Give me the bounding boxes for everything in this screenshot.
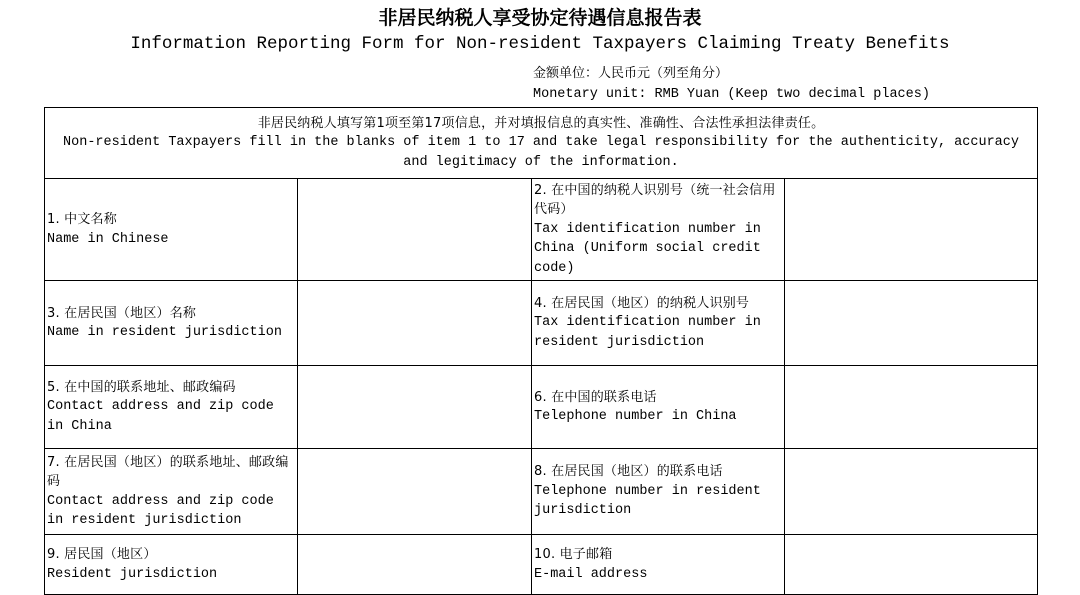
field-telephone-china[interactable] xyxy=(785,366,1038,449)
info-report-table xyxy=(44,107,1038,595)
label-english: Tax identification number in China (Uniform social credit code) xyxy=(534,221,761,276)
notice-cell xyxy=(45,108,1038,179)
label-chinese: 10. 电子邮箱 xyxy=(534,547,613,562)
label-english: Telephone number in resident jurisdiction xyxy=(534,483,761,519)
label-resident-jurisdiction xyxy=(45,535,298,595)
form-title-english: Information Reporting Form for Non-resident Taxpayers Claiming Treaty Benefits xyxy=(130,34,950,54)
label-tax-id-resident-jurisdiction xyxy=(532,281,785,366)
label-telephone-china xyxy=(532,366,785,449)
table-row xyxy=(45,535,1038,595)
field-resident-jurisdiction[interactable] xyxy=(298,535,532,595)
field-address-china[interactable] xyxy=(298,366,532,449)
label-tax-id-china xyxy=(532,179,785,281)
label-english: Resident jurisdiction xyxy=(47,566,218,582)
label-english: Contact address and zip code in resident jurisdiction xyxy=(47,493,274,528)
monetary-unit-chinese: 金额单位：人民币元（列至角分） xyxy=(533,66,729,81)
monetary-unit-english: Monetary unit: RMB Yuan (Keep two decimal places) xyxy=(533,87,930,102)
label-chinese: 3. 在居民国（地区）名称 xyxy=(47,305,197,321)
label-english: Contact address and zip code in China xyxy=(47,399,274,434)
label-chinese: 5. 在中国的联系地址、邮政编码 xyxy=(47,379,236,395)
label-english: Telephone number in China xyxy=(534,409,737,424)
label-english: E-mail address xyxy=(534,566,648,582)
form-title-chinese: 非居民纳税人享受协定待遇信息报告表 xyxy=(378,7,702,29)
label-name-resident-jurisdiction xyxy=(45,281,298,366)
field-name-resident-jurisdiction[interactable] xyxy=(298,281,532,366)
field-address-resident-jurisdiction[interactable] xyxy=(298,449,532,535)
field-telephone-resident-jurisdiction[interactable] xyxy=(785,449,1038,535)
label-address-resident-jurisdiction xyxy=(45,449,298,535)
label-english: Tax identification number in resident jurisdiction xyxy=(534,315,761,350)
label-email-address xyxy=(532,535,785,595)
label-chinese: 9. 居民国（地区） xyxy=(47,547,157,562)
table-row xyxy=(45,281,1038,366)
label-english: Name in Chinese xyxy=(47,231,169,247)
label-address-china xyxy=(45,366,298,449)
field-tax-id-resident-jurisdiction[interactable] xyxy=(785,281,1038,366)
field-tax-id-china[interactable] xyxy=(785,179,1038,281)
table-row xyxy=(45,449,1038,535)
label-chinese: 6. 在中国的联系电话 xyxy=(534,389,657,405)
notice-text-english: Non-resident Taxpayers fill in the blanks of item 1 to 17 and take legal responsibility for the authenticity, accuracy and legitimacy of the information. xyxy=(63,135,1019,170)
field-email-address[interactable] xyxy=(785,535,1038,595)
label-chinese: 8. 在居民国（地区）的联系电话 xyxy=(534,464,723,480)
field-name-in-chinese[interactable] xyxy=(298,179,532,281)
table-row xyxy=(45,179,1038,281)
notice-text-chinese: 非居民纳税人填写第1项至第17项信息，并对填报信息的真实性、准确性、合法性承担法律责任。 xyxy=(257,115,825,131)
label-chinese: 1. 中文名称 xyxy=(47,212,117,227)
label-chinese: 7. 在居民国（地区）的联系地址、邮政编码 xyxy=(47,454,289,489)
label-chinese: 2. 在中国的纳税人识别号（统一社会信用代码） xyxy=(534,182,776,218)
label-telephone-resident-jurisdiction xyxy=(532,449,785,535)
label-name-in-chinese xyxy=(45,179,298,281)
label-chinese: 4. 在居民国（地区）的纳税人识别号 xyxy=(534,295,750,311)
table-row xyxy=(45,366,1038,449)
label-english: Name in resident jurisdiction xyxy=(47,325,282,340)
